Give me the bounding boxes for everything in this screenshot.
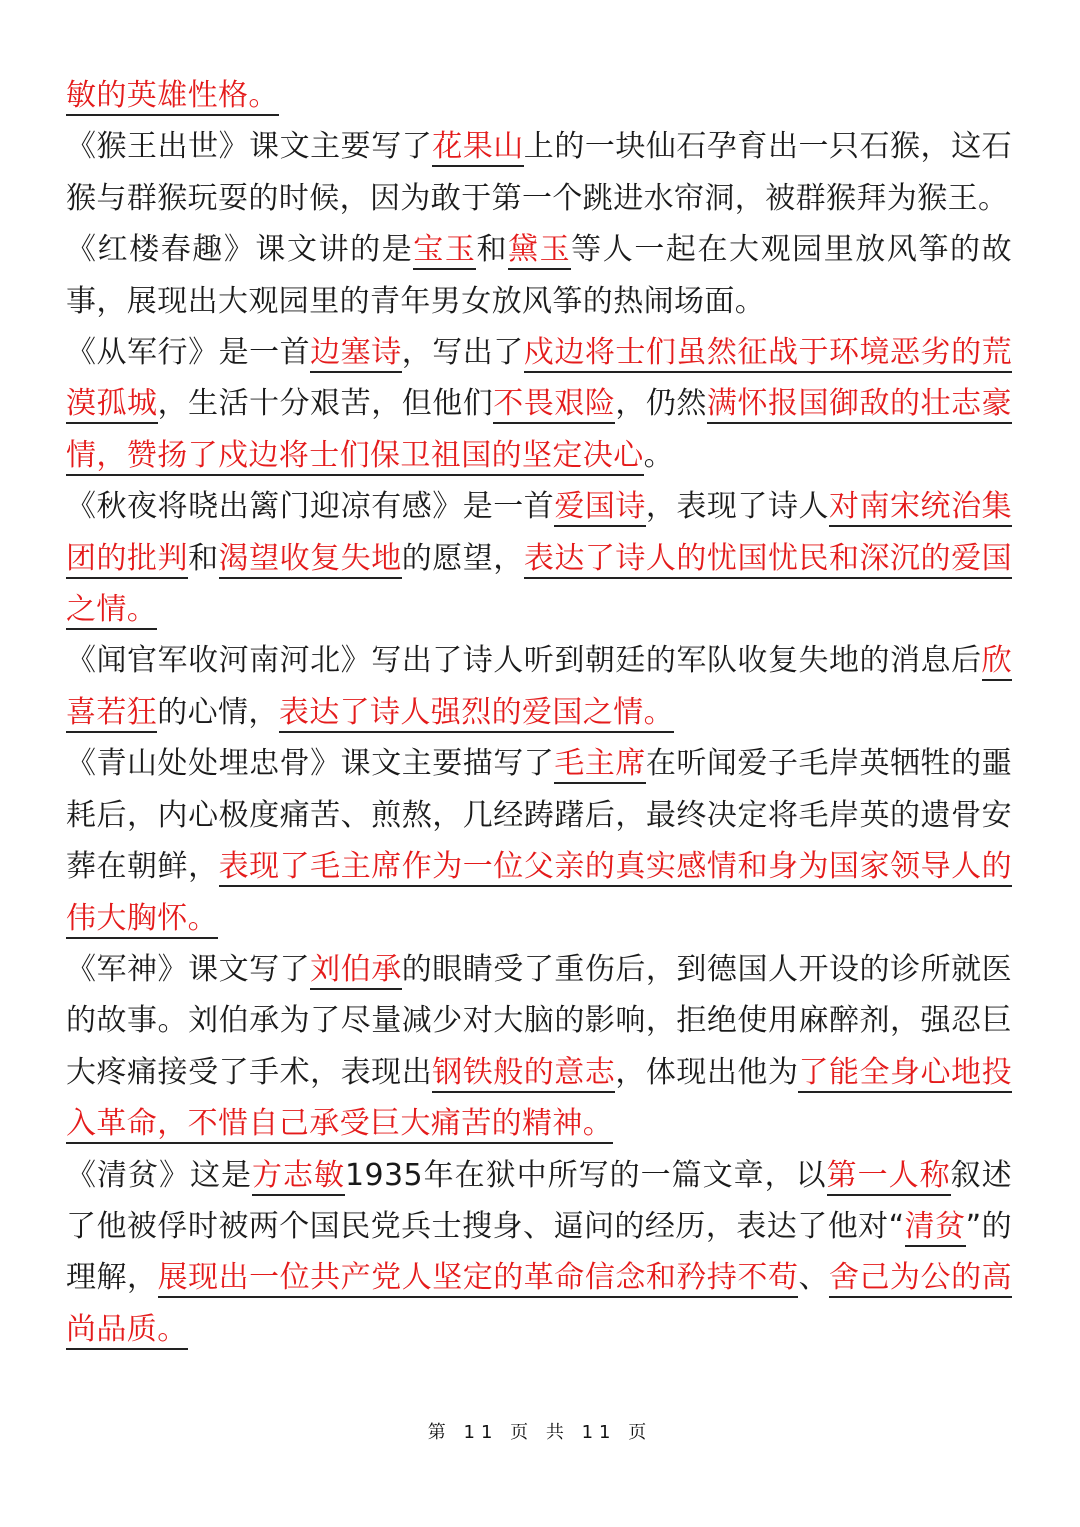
highlighted-text: 方志敏 [252, 1158, 345, 1196]
body-text: ，仍然 [615, 386, 707, 422]
body-text: 上的一块仙石孕育出一只石猴，这石猴与群猴玩耍的时候，因为敢于第一个跳进水帘洞，被群猴拜为猴王。 [66, 129, 1012, 216]
body-text: ，体现出他为 [615, 1054, 799, 1090]
page-footer: 第 11 页 共 11 页 [427, 1422, 653, 1443]
paragraph [66, 944, 1012, 1150]
highlighted-text: 第一人称 [827, 1158, 951, 1196]
highlighted-text: 钢铁般的意志 [432, 1055, 615, 1093]
highlighted-text: 宝玉 [413, 232, 476, 270]
body-text: 、 [798, 1260, 829, 1296]
highlighted-text: 黛玉 [508, 232, 571, 270]
highlighted-text: 表现了毛主席作为一位父亲的真实感情和身为国家领导人的伟大胸怀。 [66, 849, 1012, 938]
body-text: 的眼睛受了重伤后，到德国人开设的诊所就医的故事。刘伯承为了尽量减少对大脑的影响，拒绝使用麻醉剂，强忍巨大疼痛接受了手术，表现出 [66, 951, 1013, 1090]
body-text: ，生活十分艰苦，但他们 [157, 386, 494, 422]
paragraph [66, 70, 1012, 121]
body-text: 。 [643, 437, 675, 473]
body-text: 《清贫》这是 [66, 1157, 253, 1193]
body-text: 《闻官军收河南河北》写出了诗人听到朝廷的军队收复失地的消息后 [66, 643, 982, 679]
body-text: 的心情， [157, 694, 279, 730]
highlighted-text: 欣喜若狂 [66, 643, 1012, 732]
paragraph [66, 224, 1012, 327]
body-text: 《青山处处埋忠骨》课文主要描写了 [66, 746, 555, 782]
body-text: 《秋夜将晓出篱门迎凉有感》是一首 [66, 489, 555, 525]
body-text: ，写出了 [401, 335, 524, 371]
highlighted-text: 戍边将士们虽然征战于环境恶劣的荒漠孤城 [66, 335, 1012, 424]
body-text: ”的理解， [66, 1208, 1013, 1296]
highlighted-text: 展现出一位共产党人坚定的革命信念和矜持不苟 [158, 1260, 799, 1298]
body-text: 《红楼春趣》课文讲的是 [66, 232, 414, 268]
body-text: 在听闻爱子毛岸英牺牲的噩耗后，内心极度痛苦、煎熬，几经踌躇后，最终决定将毛岸英的遗骨安葬在朝鲜， [66, 746, 1012, 885]
paragraph [66, 635, 1012, 738]
highlighted-text: 表达了诗人的忧国忧民和深沉的爱国之情。 [66, 541, 1012, 630]
body-text: 1935年在狱中所写的一篇文章，以 [345, 1157, 827, 1193]
highlighted-text: 清贫 [905, 1209, 966, 1247]
body-text: 和 [188, 540, 219, 576]
highlighted-text: 爱国诗 [554, 489, 646, 527]
paragraph [66, 481, 1012, 635]
body-text: 《从军行》是一首 [66, 335, 311, 371]
body-text: 和 [476, 232, 509, 268]
document-body [66, 70, 1012, 1355]
highlighted-text: 表达了诗人强烈的爱国之情。 [279, 695, 674, 733]
highlighted-text: 刘伯承 [310, 952, 402, 990]
highlighted-text: 毛主席 [554, 746, 646, 784]
highlighted-text: 满怀报国御敌的壮志豪情，赞扬了戍边将士们保卫祖国的坚定决心 [66, 386, 1012, 475]
highlighted-text: 了能全身心地投入革命，不惜自己承受巨大痛苦的精神。 [66, 1055, 1012, 1144]
paragraph [66, 121, 1012, 224]
paragraph [66, 738, 1012, 944]
highlighted-text: 渴望收复失地 [219, 541, 402, 579]
highlighted-text: 敏的英雄性格。 [66, 78, 279, 116]
highlighted-text: 对南宋统治集团的批判 [66, 489, 1012, 578]
body-text: 叙述了他被俘时被两个国民党兵士搜身、逼问的经历，表达了他对“ [66, 1157, 1013, 1244]
highlighted-text: 舍己为公的高尚品质。 [66, 1260, 1012, 1349]
highlighted-text: 边塞诗 [310, 335, 402, 373]
body-text: 等人一起在大观园里放风筝的故事，展现出大观园里的青年男女放风筝的热闹场面。 [66, 232, 1012, 319]
paragraph [66, 1150, 1012, 1356]
body-text: 的愿望， [401, 540, 524, 576]
body-text: ，表现了诗人 [645, 489, 829, 525]
body-text: 《猴王出世》课文主要写了 [66, 129, 433, 165]
highlighted-text: 不畏艰险 [493, 386, 615, 424]
body-text: 《军神》课文写了 [66, 951, 311, 987]
paragraph [66, 327, 1012, 481]
highlighted-text: 花果山 [432, 129, 524, 167]
